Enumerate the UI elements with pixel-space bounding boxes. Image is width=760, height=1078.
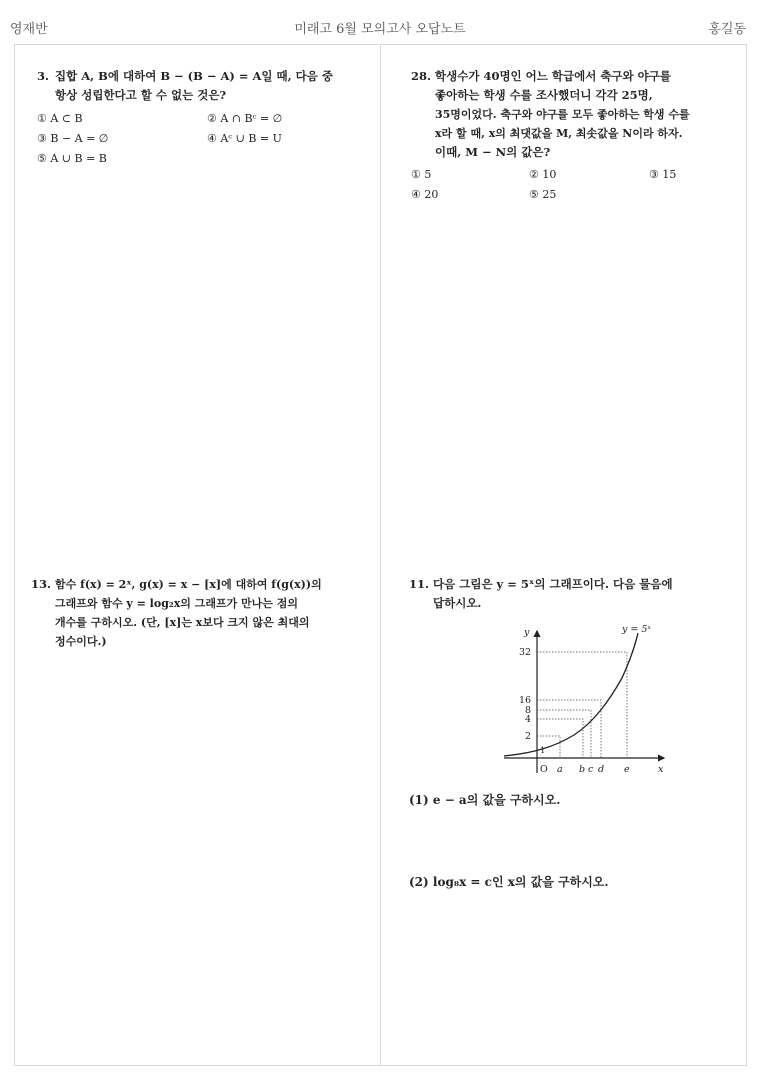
x-axis-label: x — [658, 764, 664, 775]
question-3-line-2: 항상 성립한다고 할 수 없는 것은? — [55, 88, 227, 102]
guide-y32-e — [537, 652, 627, 758]
curve-label: y = 5ˣ — [622, 624, 651, 635]
question-13-line-2: 그래프와 함수 y = log₂x의 그래프가 만나는 점의 — [55, 597, 299, 610]
question-11-line-2: 답하시오. — [433, 596, 482, 610]
origin-label: O — [540, 764, 548, 775]
question-11-sub-1: (1) e − a의 값을 구하시오. — [409, 793, 561, 807]
y-axis-label: y — [524, 627, 530, 638]
question-11-number: 11. — [409, 577, 430, 591]
y-tick-2: 2 — [525, 731, 532, 742]
question-13 — [31, 575, 371, 665]
question-28-line-4: x라 할 때, x의 최댓값을 M, 최솟값을 N이라 하자. — [435, 127, 683, 140]
question-28-option-1: ① 5 — [411, 168, 432, 181]
question-3-option-2: ② A ∩ Bᶜ = ∅ — [207, 112, 283, 125]
y-tick-16: 16 — [519, 695, 532, 706]
header-title: 미래고 6월 모의고사 오답노트 — [294, 22, 466, 37]
question-28-option-2: ② 10 — [529, 168, 557, 181]
question-13-number: 13. — [31, 577, 52, 591]
question-28-line-3: 35명이었다. 축구와 야구를 모두 좋아하는 학생 수를 — [435, 108, 690, 121]
page-header — [0, 0, 760, 40]
question-3-option-3: ③ B − A = ∅ — [37, 132, 109, 145]
question-28-option-4: ④ 20 — [411, 188, 439, 201]
x-tick-b: b — [579, 764, 586, 775]
y-tick-32: 32 — [519, 647, 532, 658]
question-11-sub-2: (2) log₈x = c인 x의 값을 구하시오. — [409, 875, 609, 889]
question-28-option-3: ③ 15 — [649, 168, 677, 181]
x-tick-d: d — [598, 764, 605, 775]
question-28-line-2: 좋아하는 학생 수를 조사했더니 각각 25명, — [435, 88, 653, 102]
y-tick-8: 8 — [525, 705, 532, 716]
header-left-label: 영재반 — [10, 22, 48, 37]
question-28-number: 28. — [411, 69, 432, 83]
question-3-option-4: ④ Aᶜ ∪ B = U — [207, 132, 282, 145]
question-28-line-5: 이때, M − N의 값은? — [435, 145, 551, 159]
question-3-option-1: ① A ⊂ B — [37, 112, 83, 125]
exponential-graph — [504, 623, 674, 783]
x-tick-e: e — [624, 764, 630, 775]
question-3-line-1: 집합 A, B에 대하여 B − (B − A) = A일 때, 다음 중 — [55, 69, 333, 83]
question-28-option-5: ⑤ 25 — [529, 188, 557, 201]
y-tick-4: 4 — [525, 714, 532, 725]
question-13-line-1: 함수 f(x) = 2ˣ, g(x) = x − [x]에 대하여 f(g(x))의 — [55, 578, 322, 591]
x-tick-a: a — [557, 764, 563, 775]
column-divider — [380, 45, 381, 1065]
question-3-option-5: ⑤ A ∪ B = B — [37, 152, 107, 165]
header-student-name: 홍길동 — [708, 22, 746, 37]
question-13-line-3: 개수를 구하시오. (단, [x]는 x보다 크지 않은 최대의 — [55, 616, 310, 629]
question-28 — [411, 67, 741, 227]
question-3-number: 3. — [37, 69, 50, 83]
question-13-line-4: 정수이다.) — [55, 635, 107, 648]
x-tick-c: c — [588, 764, 594, 775]
question-28-line-1: 학생수가 40명인 어느 학급에서 축구와 야구를 — [435, 69, 671, 83]
question-11 — [409, 575, 739, 915]
question-11-line-1: 다음 그림은 y = 5ˣ의 그래프이다. 다음 물음에 — [433, 577, 673, 591]
guide-y16-d — [537, 700, 601, 758]
worksheet-page — [14, 44, 747, 1066]
question-3 — [37, 67, 367, 187]
y-tick-1: 1 — [540, 746, 546, 756]
